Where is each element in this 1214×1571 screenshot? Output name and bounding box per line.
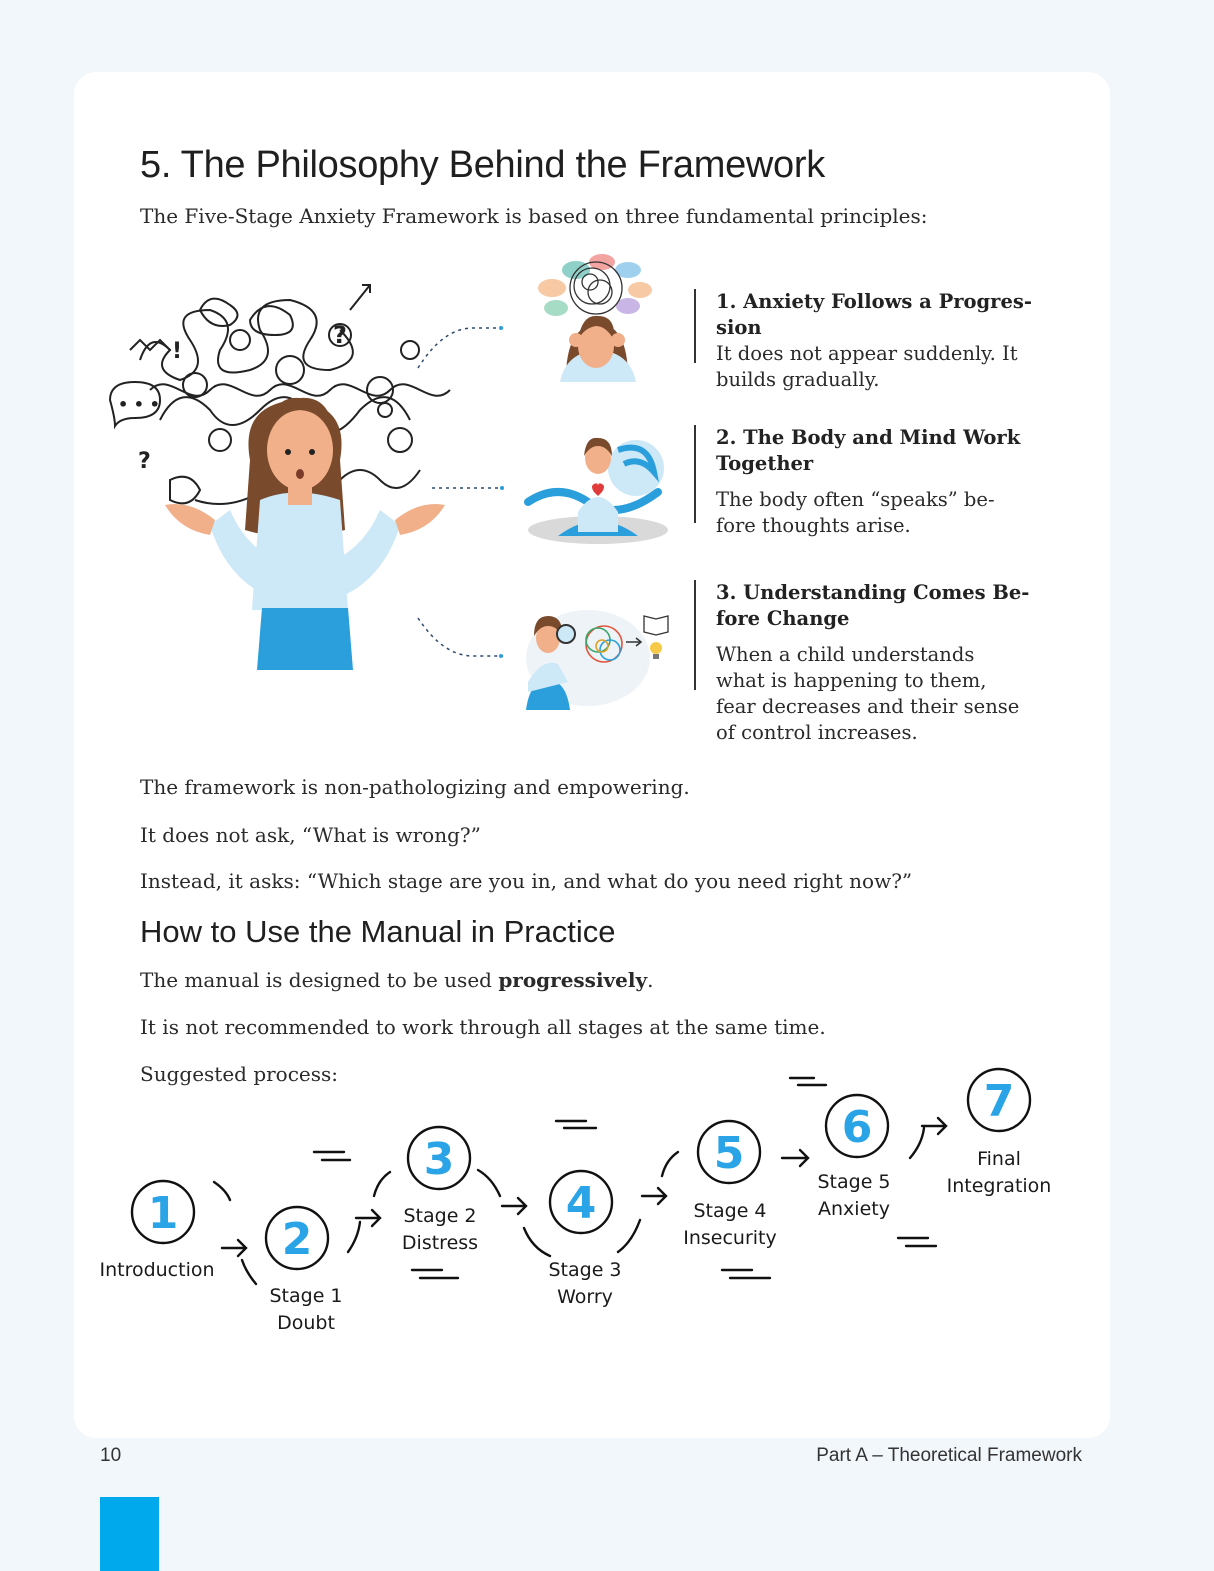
anxious-girl-thoughts-icon bbox=[532, 248, 654, 382]
step-label: Anxiety bbox=[818, 1198, 890, 1220]
step-labels bbox=[99, 1148, 1051, 1334]
text-span: . bbox=[647, 968, 654, 992]
step-label: Worry bbox=[557, 1286, 613, 1308]
principle-text: fore thoughts arise. bbox=[716, 514, 911, 537]
principle-title: fore Change bbox=[716, 607, 850, 630]
paragraph bbox=[140, 966, 653, 994]
principle-text: what is happening to them, bbox=[716, 669, 987, 692]
practice-heading: How to Use the Manual in Practice bbox=[140, 914, 616, 949]
paragraph: The framework is non-pathologizing and empowering. bbox=[140, 775, 690, 799]
step-label: Stage 1 bbox=[269, 1285, 343, 1307]
step-label: Doubt bbox=[277, 1312, 335, 1334]
step-label: Stage 4 bbox=[693, 1200, 767, 1222]
step-number: 3 bbox=[423, 1134, 455, 1185]
step-label: Introduction bbox=[99, 1259, 215, 1281]
step-label: Distress bbox=[401, 1232, 479, 1254]
part-label: Part A – Theoretical Framework bbox=[816, 1445, 1082, 1466]
text-span: The manual is designed to be used bbox=[140, 968, 499, 992]
step-label: Stage 2 bbox=[403, 1205, 477, 1227]
dotted-connectors bbox=[410, 320, 510, 660]
ellipsis-bubble-icon: • • • bbox=[118, 395, 160, 414]
principle-text: builds gradually. bbox=[716, 368, 880, 391]
step-number: 4 bbox=[565, 1178, 597, 1229]
step-label: Stage 5 bbox=[817, 1171, 891, 1193]
step-number: 7 bbox=[983, 1076, 1015, 1127]
principle-3 bbox=[694, 580, 1039, 744]
question-mark-icon: ? bbox=[138, 449, 151, 474]
step-number: 5 bbox=[713, 1128, 745, 1179]
bold-text: progressively bbox=[498, 968, 648, 992]
step-number: 2 bbox=[281, 1214, 313, 1265]
step-label: Final bbox=[977, 1148, 1021, 1170]
paragraph: Suggested process: bbox=[140, 1062, 339, 1086]
question-mark-icon: ? bbox=[333, 321, 347, 349]
principle-text: of control increases. bbox=[716, 721, 918, 744]
principle-title: 2. The Body and Mind Work bbox=[716, 426, 1021, 449]
principle-text: The body often “speaks” be- bbox=[716, 488, 995, 511]
step-label: Insecurity bbox=[683, 1227, 777, 1249]
principle-title: sion bbox=[716, 316, 762, 339]
section-title: 5. The Philosophy Behind the Framework bbox=[140, 144, 825, 186]
exclamation-icon: ! bbox=[172, 339, 183, 364]
principle-2 bbox=[694, 425, 1039, 537]
step-number: 6 bbox=[841, 1102, 873, 1153]
page-number: 10 bbox=[100, 1445, 122, 1466]
paragraph: It is not recommended to work through all stages at the same time. bbox=[140, 1015, 826, 1039]
principle-title: 1. Anxiety Follows a Progres- bbox=[716, 290, 1032, 313]
principle-text: fear decreases and their sense bbox=[716, 695, 1020, 718]
step-label: Integration bbox=[946, 1175, 1052, 1197]
meditating-woman-icon bbox=[518, 432, 670, 550]
principle-text: It does not appear suddenly. It bbox=[716, 342, 1018, 365]
step-label: Stage 3 bbox=[548, 1259, 622, 1281]
step-number: 1 bbox=[147, 1188, 179, 1239]
principle-1 bbox=[694, 289, 1039, 391]
principle-title: Together bbox=[716, 452, 814, 475]
section-intro: The Five-Stage Anxiety Framework is based on three fundamental principles: bbox=[140, 204, 928, 228]
paragraph: It does not ask, “What is wrong?” bbox=[140, 823, 481, 847]
principle-title: 3. Understanding Comes Be- bbox=[716, 581, 1030, 604]
principle-text: When a child understands bbox=[716, 643, 975, 666]
page-tab-marker bbox=[100, 1497, 159, 1571]
process-diagram bbox=[0, 1060, 1214, 1360]
paragraph: Instead, it asks: “Which stage are you in, and what do you need right now?” bbox=[140, 869, 913, 893]
understanding-magnifier-icon bbox=[518, 602, 674, 710]
